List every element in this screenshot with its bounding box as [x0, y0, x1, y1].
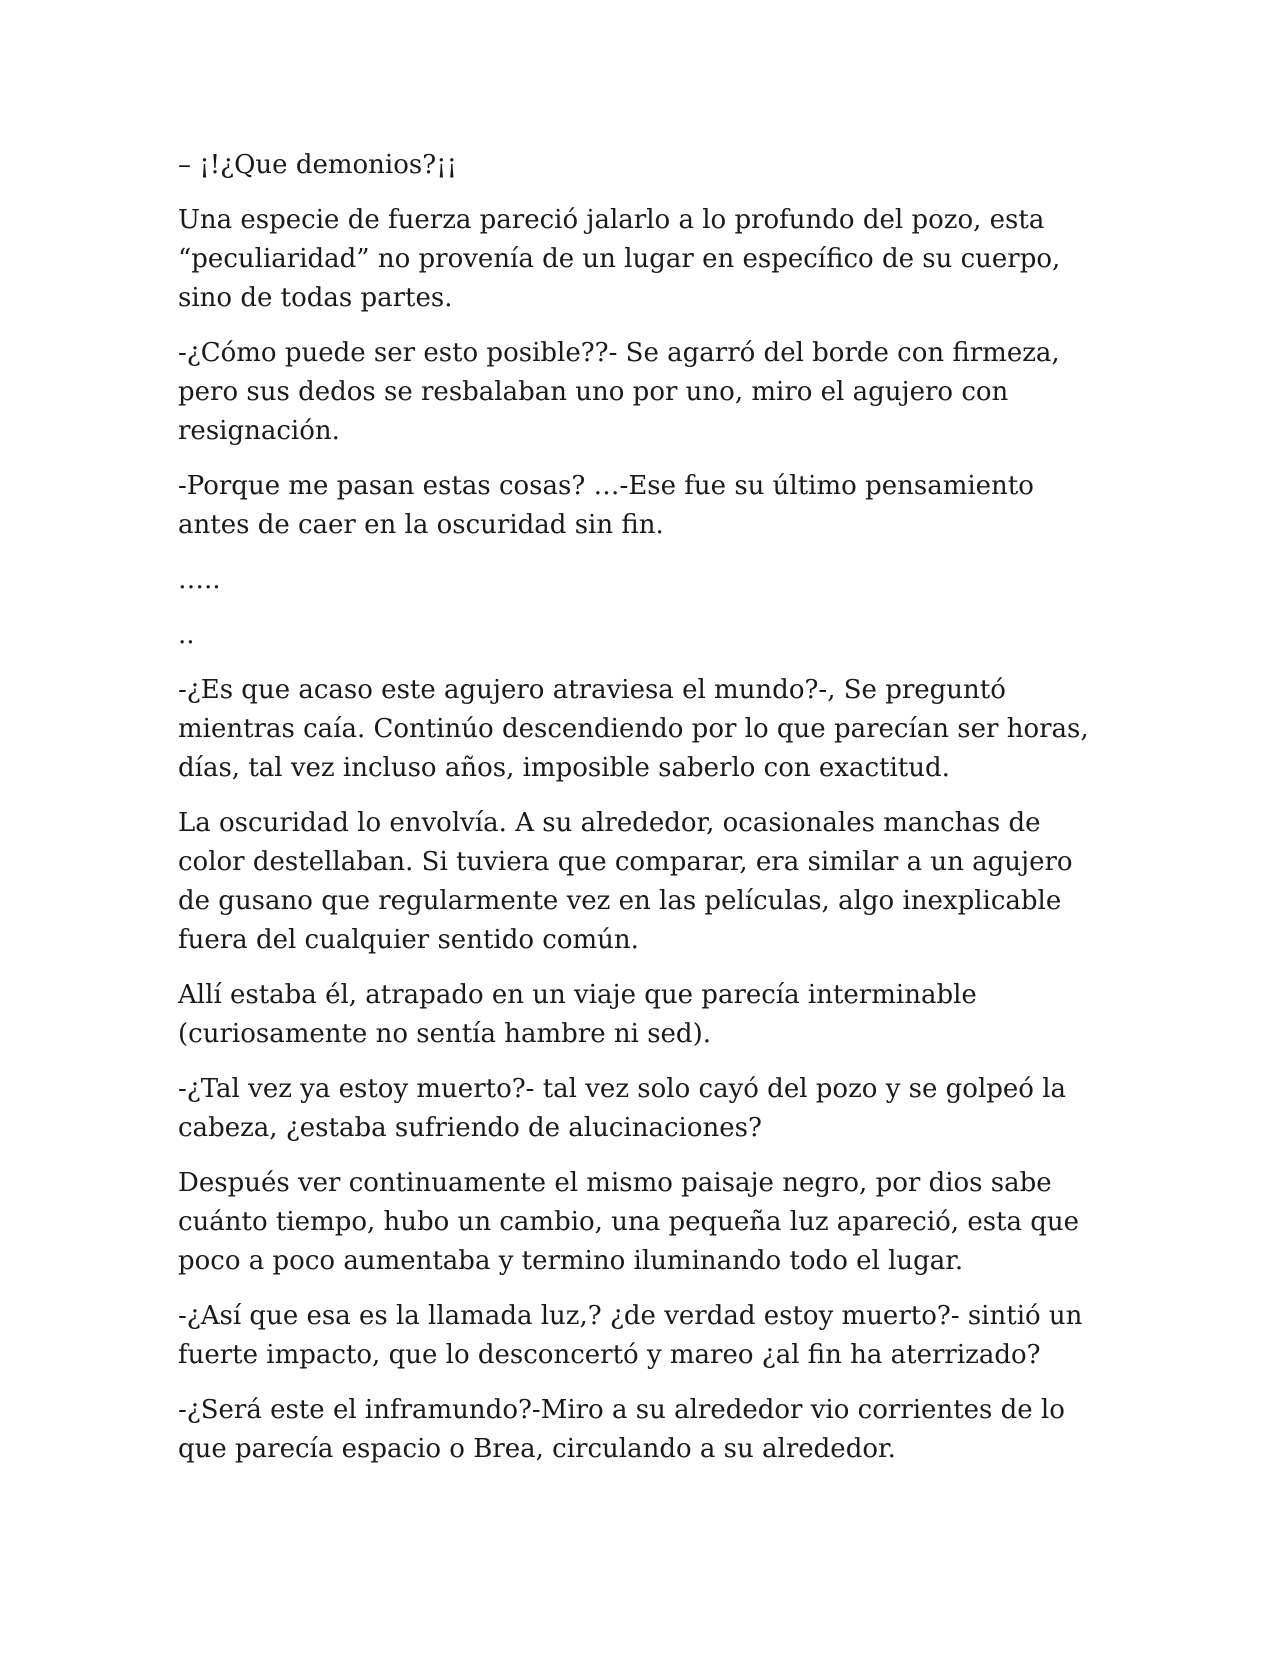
paragraph: Una especie de fuerza pareció jalarlo a lo profundo del pozo, esta “peculiaridad” no provenía de un lugar en específico de su cuerpo, sino de todas partes. [178, 205, 1061, 313]
paragraph: -Porque me pasan estas cosas? …-Ese fue su último pensamiento antes de caer en la oscuridad sin fin. [178, 471, 1034, 540]
paragraph: -¿Tal vez ya estoy muerto?- tal vez solo cayó del pozo y se golpeó la cabeza, ¿estaba sufriendo de alucinaciones? [178, 1074, 1067, 1143]
paragraph: -¿Así que esa es la llamada luz,? ¿de verdad estoy muerto?- sintió un fuerte impacto, que lo desconcertó y mareo ¿al fin ha aterrizado? [178, 1301, 1083, 1370]
paragraph: -¿Será este el inframundo?-Miro a su alrededor vio corrientes de lo que parecía espacio o Brea, circulando a su alrededor. [178, 1395, 1065, 1464]
paragraph: Allí estaba él, atrapado en un viaje que parecía interminable (curiosamente no sentía hambre ni sed). [178, 980, 977, 1049]
paragraph: La oscuridad lo envolvía. A su alrededor, ocasionales manchas de color destellaban. Si tuviera que comparar, era similar a un agujero de gusano que regularmente vez en las películas, algo inexplicable fuera del cualquier sentido común. [178, 808, 1073, 955]
paragraph: -¿Cómo puede ser esto posible??- Se agarró del borde con firmeza, pero sus dedos se resbalaban uno por uno, miro el agujero con resignación. [178, 338, 1060, 446]
paragraph: .. [178, 620, 195, 650]
paragraph: ….. [178, 565, 221, 595]
document-body [178, 146, 1118, 1485]
paragraph: – ¡!¿Que demonios?¡¡ [178, 150, 458, 180]
paragraph: -¿Es que acaso este agujero atraviesa el mundo?-, Se preguntó mientras caía. Continúo descendiendo por lo que parecían ser horas, días, tal vez incluso años, imposible saberlo con exactitud. [178, 675, 1089, 783]
paragraph: Después ver continuamente el mismo paisaje negro, por dios sabe cuánto tiempo, hubo un cambio, una pequeña luz apareció, esta que poco a poco aumentaba y termino iluminando todo el lugar. [178, 1168, 1080, 1276]
